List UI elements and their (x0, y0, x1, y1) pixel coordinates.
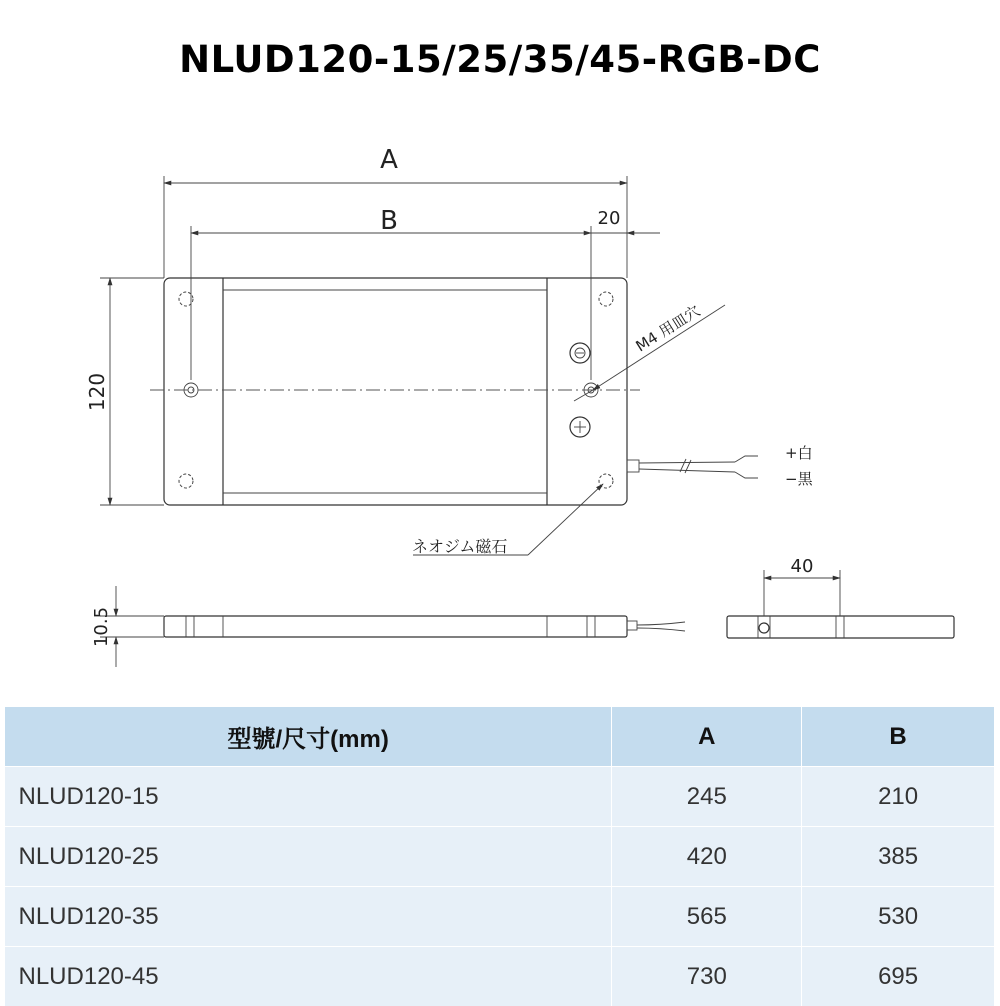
dimension-label-40: 40 (791, 556, 814, 577)
cable-gland (627, 460, 639, 472)
a-cell: 565 (612, 887, 802, 947)
magnet-hole (179, 474, 193, 488)
spec-table (4, 706, 995, 1006)
model-cell: NLUD120-45 (5, 947, 612, 1006)
dimension-label-10-5: 10.5 (91, 607, 112, 647)
table-row (5, 887, 995, 947)
a-cell: 245 (612, 767, 802, 827)
table-row (5, 827, 995, 887)
table-row (5, 767, 995, 827)
b-cell: 210 (802, 767, 995, 827)
light-body-outline (164, 278, 627, 505)
a-cell: 420 (612, 827, 802, 887)
a-cell: 730 (612, 947, 802, 1006)
dimension-label-a: A (380, 145, 398, 175)
b-cell: 385 (802, 827, 995, 887)
dimension-label-20: 20 (598, 208, 621, 229)
dimension-label-120: 120 (85, 373, 109, 411)
dimension-lines (85, 145, 725, 556)
label-minus-black: −黒 (785, 470, 814, 488)
label-neodymium-magnet: ネオジム磁石 (412, 537, 507, 556)
b-cell: 530 (802, 887, 995, 947)
header-model-size: 型號/尺寸(mm) (5, 707, 612, 767)
model-cell: NLUD120-35 (5, 887, 612, 947)
screw-icon (570, 417, 590, 437)
header-a: A (612, 707, 802, 767)
end-view (727, 556, 954, 638)
b-cell: 695 (802, 947, 995, 1006)
page-title: NLUD120-15/25/35/45-RGB-DC (0, 38, 1000, 81)
magnet-hole (599, 292, 613, 306)
model-cell: NLUD120-15 (5, 767, 612, 827)
label-plus-white: +白 (785, 444, 813, 462)
table-header-row (5, 707, 995, 767)
dimension-label-b: B (380, 206, 398, 236)
screw-icon (570, 343, 590, 363)
side-view (91, 586, 685, 667)
label-m4-countersink: M4 用皿穴 (633, 302, 704, 356)
model-cell: NLUD120-25 (5, 827, 612, 887)
cable-fork (735, 456, 758, 478)
table-row (5, 947, 995, 1006)
header-b: B (802, 707, 995, 767)
